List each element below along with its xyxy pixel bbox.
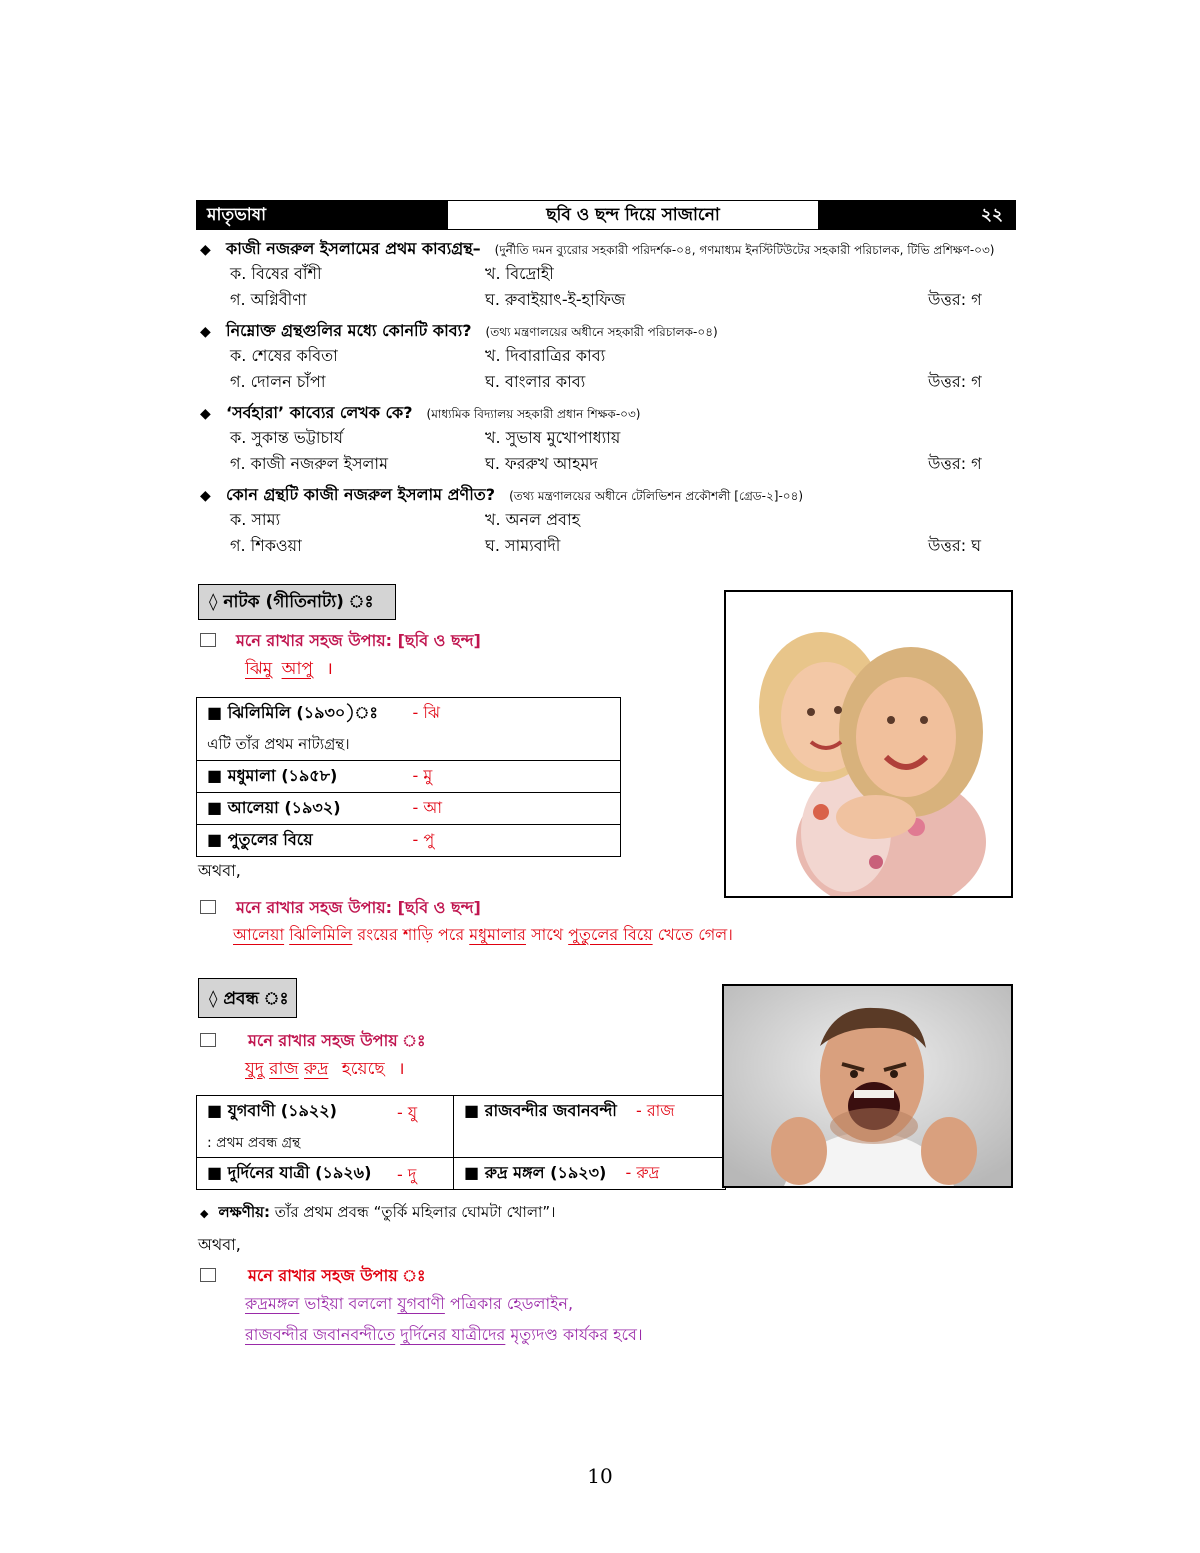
header-page: ২২	[819, 201, 1015, 229]
mnemonic-word: পুতুলের বিয়ে	[568, 925, 653, 944]
work-title: ■ পুতুলের বিয়ে	[207, 830, 313, 849]
mnemonic-word: মধুমালার	[469, 925, 526, 944]
mnemonic-end: ।	[326, 659, 333, 679]
work-note: এটি তাঁর প্রথম নাট্যগ্রন্থ।	[207, 735, 350, 753]
answer: উত্তর: ঘ	[928, 536, 982, 555]
work-code: - পু	[412, 830, 435, 849]
question-3	[200, 400, 640, 427]
or-text: অথবা,	[198, 1235, 241, 1254]
question-text: কাজী নজরুল ইসলামের প্রথম কাব্যগ্রন্থ–	[226, 239, 481, 258]
mnemonic-word: রুদ্র	[304, 1059, 329, 1079]
tip-label: মনে রাখার সহজ উপায়: [ছবি ও ছন্দ]	[236, 631, 481, 650]
work-title: ■ ঝিলিমিলি (১৯৩০)ঃ	[207, 703, 378, 722]
mnemonic-text: ভাইয়া বললো	[299, 1294, 398, 1313]
table-row	[197, 1158, 726, 1190]
work-title: ■ রাজবন্দীর জবানবন্দী	[464, 1101, 617, 1120]
option-a: ক. শেষের কবিতা	[230, 346, 338, 365]
table-row	[197, 793, 621, 825]
option-c: গ. কাজী নজরুল ইসলাম	[230, 454, 388, 473]
section-heading-natok: ◊ নাটক (গীতিনাট্য) ঃ	[198, 584, 396, 620]
note-label: লক্ষণীয়:	[218, 1203, 270, 1221]
option-d: ঘ. ফররুখ আহমদ	[485, 454, 598, 473]
mnemonic-natok	[245, 656, 333, 684]
work-code: - মু	[412, 766, 433, 785]
work-code: - আ	[412, 798, 443, 817]
option-c: গ. অগ্নিবীণা	[230, 290, 307, 309]
option-b: খ. অনল প্রবাহ	[485, 510, 580, 529]
table-row	[197, 698, 621, 761]
option-d: ঘ. রুবাইয়াৎ-ই-হাফিজ	[485, 290, 626, 309]
section-heading-probondho: ◊ প্রবন্ধ ঃ	[198, 978, 297, 1018]
mnemonic-word: রাজ	[269, 1059, 299, 1079]
option-d: ঘ. বাংলার কাব্য	[485, 372, 586, 391]
option-b: খ. সুভাষ মুখোপাধ্যায়	[485, 428, 621, 447]
question-1	[200, 236, 994, 263]
header-subject: মাতৃভাষা	[197, 201, 447, 229]
question-4	[200, 482, 803, 509]
photo-hugging-girls	[724, 590, 1013, 898]
note-icon	[200, 1033, 216, 1047]
mnemonic-probondho	[245, 1056, 405, 1084]
tip-label: মনে রাখার সহজ উপায় ঃ	[248, 1266, 426, 1285]
option-b: খ. বিদ্রোহী	[485, 264, 554, 283]
mnemonic-line-1	[245, 1291, 573, 1318]
mnemonic-text: রংয়ের শাড়ি পরে	[352, 925, 470, 944]
question-2	[200, 318, 718, 345]
option-d: ঘ. সাম্যবাদী	[485, 536, 561, 555]
memory-tip	[200, 628, 481, 655]
work-code: - রুদ্র	[625, 1163, 660, 1182]
work-title: ■ যুগবাণী (১৯২২)	[207, 1101, 337, 1120]
question-text: কোন গ্রন্থটি কাজী নজরুল ইসলাম প্রণীত?	[226, 485, 496, 504]
angry-man-image	[724, 986, 1011, 1186]
mnemonic-word: দুর্দিনের যাত্রীদের	[400, 1325, 506, 1344]
mnemonic-word: আলেয়া	[233, 925, 285, 944]
table-row	[197, 1096, 726, 1158]
tip-label: মনে রাখার সহজ উপায় ঃ	[248, 1031, 426, 1050]
mnemonic-text: সাথে	[525, 925, 569, 944]
mnemonic-text: খেতে গেল।	[652, 925, 733, 944]
question-text: ‘সর্বহারা’ কাব্যের লেখক কে?	[226, 403, 413, 422]
page-number: 10	[587, 1464, 613, 1488]
note-icon	[200, 633, 216, 647]
option-a: ক. বিষের বাঁশী	[230, 264, 322, 283]
mnemonic-word: যুদু	[245, 1059, 264, 1079]
note-text: তাঁর প্রথম প্রবন্ধ “তুর্কি মহিলার ঘোমটা খোলা”।	[270, 1203, 556, 1221]
mnemonic-word: রাজবন্দীর জবানবন্দীতে	[245, 1325, 396, 1344]
work-code: - রাজ	[635, 1101, 675, 1120]
bullet-icon: ◆	[200, 1207, 209, 1220]
work-title: ■ দুর্দিনের যাত্রী (১৯২৬)	[207, 1163, 372, 1182]
note-icon	[200, 900, 216, 914]
hugging-girls-image	[726, 592, 1011, 896]
option-a: ক. সাম্য	[230, 510, 281, 529]
note-icon	[200, 1268, 216, 1282]
mnemonic-line-2	[245, 1322, 643, 1349]
work-code: - ঝি	[412, 703, 441, 722]
question-text: নিম্নোক্ত গ্রন্থগুলির মধ্যে কোনটি কাব্য?	[226, 321, 472, 340]
tip-label: মনে রাখার সহজ উপায়: [ছবি ও ছন্দ]	[236, 898, 481, 917]
diamond-bullet-icon: ◆	[200, 324, 211, 340]
table-row	[197, 761, 621, 793]
option-b: খ. দিবারাত্রির কাব্য	[485, 346, 606, 365]
diamond-bullet-icon: ◆	[200, 406, 211, 422]
option-c: গ. দোলন চাঁপা	[230, 372, 326, 391]
mnemonic-sentence-natok	[233, 922, 733, 949]
work-code: - দু	[397, 1165, 417, 1184]
mnemonic-text: পত্রিকার হেডলাইন,	[444, 1294, 574, 1313]
mnemonic-word: হয়েছে	[341, 1059, 385, 1079]
mnemonic-end: ।	[398, 1059, 405, 1079]
work-note: : প্রথম প্রবন্ধ গ্রন্থ	[207, 1135, 301, 1151]
probondho-table	[196, 1095, 726, 1190]
page-header	[196, 200, 1016, 230]
diamond-bullet-icon: ◆	[200, 488, 211, 504]
mnemonic-word: যুগবাণী	[397, 1294, 445, 1313]
photo-angry-man	[722, 984, 1013, 1188]
note-line	[200, 1201, 555, 1226]
or-text: অথবা,	[198, 861, 241, 880]
work-code: - যু	[397, 1103, 418, 1122]
answer: উত্তর: গ	[928, 290, 982, 309]
natok-table	[196, 697, 621, 857]
mnemonic-text: মৃত্যুদণ্ড কার্যকর হবে।	[505, 1325, 643, 1344]
memory-tip	[200, 895, 481, 922]
table-row	[197, 825, 621, 857]
mnemonic-word: ঝিমু	[245, 659, 273, 679]
question-source: (মাধ্যমিক বিদ্যালয় সহকারী প্রধান শিক্ষক-০৩)	[426, 407, 641, 421]
question-source: (দুর্নীতি দমন ব্যুরোর সহকারী পরিদর্শক-০৪, গণমাধ্যম ইনস্টিটিউটের সহকারী পরিচালক, টিভি প্রশিক্ষণ-০৩)	[494, 243, 995, 257]
mnemonic-word: আপু	[281, 659, 313, 679]
work-title: ■ মধুমালা (১৯৫৮)	[207, 766, 338, 785]
answer: উত্তর: গ	[928, 372, 982, 391]
memory-tip	[200, 1028, 426, 1055]
work-title: ■ আলেয়া (১৯৩২)	[207, 798, 341, 817]
mnemonic-word: ঝিলিমিলি	[289, 925, 353, 944]
question-source: (তথ্য মন্ত্রণালয়ের অধীনে টেলিভিশন প্রকৌশলী [গ্রেড-২]-০৪)	[509, 489, 804, 503]
answer: উত্তর: গ	[928, 454, 982, 473]
header-title: ছবি ও ছন্দ দিয়ে সাজানো	[447, 201, 819, 229]
memory-tip	[200, 1263, 426, 1290]
mnemonic-word: রুদ্রমঙ্গল	[245, 1294, 300, 1313]
option-c: গ. শিকওয়া	[230, 536, 302, 555]
diamond-bullet-icon: ◆	[200, 242, 211, 258]
work-title: ■ রুদ্র মঙ্গল (১৯২৩)	[464, 1163, 607, 1182]
option-a: ক. সুকান্ত ভট্টাচার্য	[230, 428, 344, 447]
question-source: (তথ্য মন্ত্রণালয়ের অধীনে সহকারী পরিচালক-০৪)	[485, 325, 718, 339]
